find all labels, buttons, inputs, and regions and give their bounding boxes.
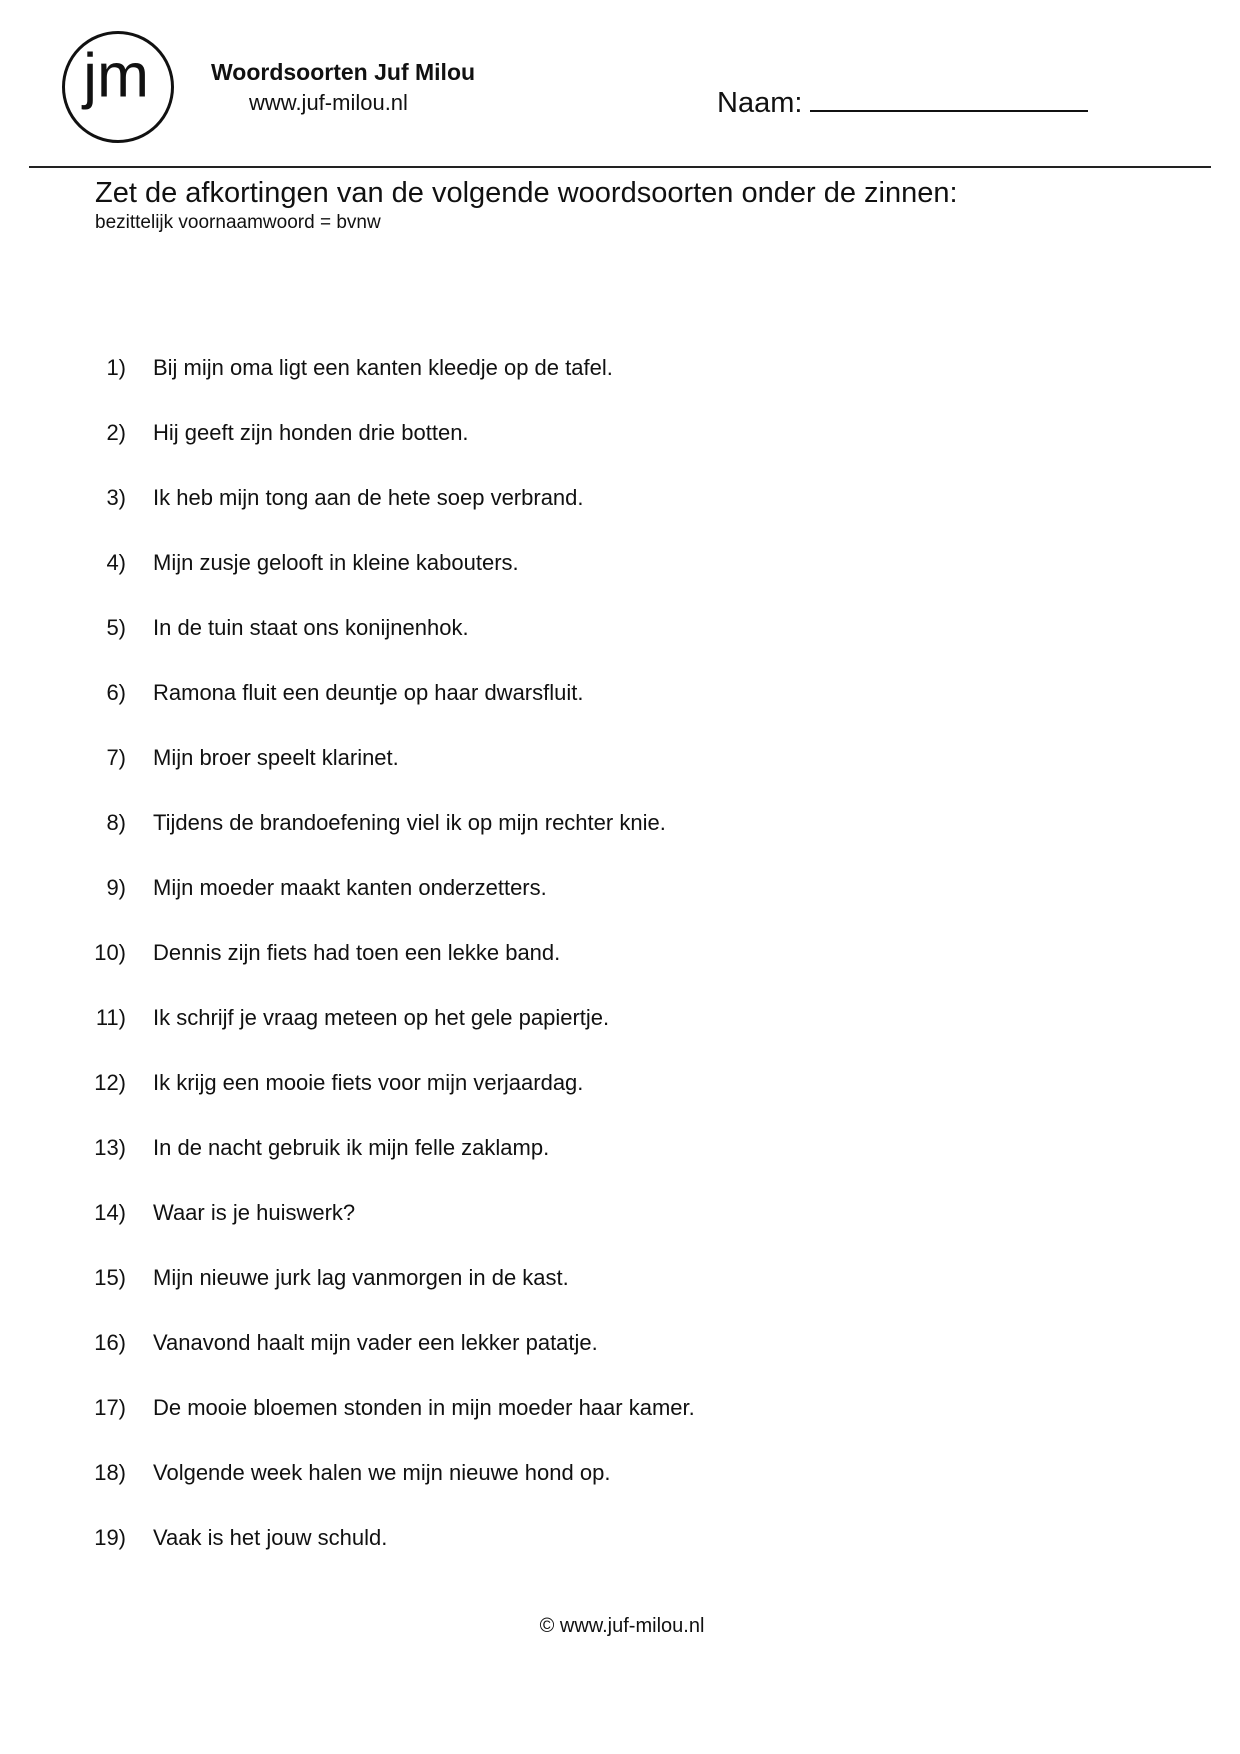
abbreviation-legend: bezittelijk voornaamwoord = bvnw	[95, 212, 381, 233]
sentence-number: 11)	[95, 1005, 126, 1030]
sentence-number: 1)	[106, 355, 126, 380]
sentence-item	[0, 1200, 1240, 1265]
sentence-list	[0, 355, 1240, 1590]
logo	[62, 31, 174, 143]
sentence-item	[0, 810, 1240, 875]
footer-copyright: © www.juf-milou.nl	[539, 1615, 705, 1637]
sentence-text: Waar is je huiswerk?	[153, 1200, 356, 1225]
instruction-text: Zet de afkortingen van de volgende woordsoorten onder de zinnen:	[95, 177, 958, 209]
sentence-item	[0, 1265, 1240, 1330]
sentence-number: 9)	[106, 875, 126, 900]
name-label: Naam:	[717, 87, 803, 119]
sentence-item	[0, 745, 1240, 810]
sentence-number: 3)	[106, 485, 126, 510]
sentence-number: 14)	[94, 1200, 126, 1225]
site-title: Woordsoorten Juf Milou	[211, 59, 476, 85]
sentence-number: 16)	[94, 1330, 126, 1355]
sentence-text: Vanavond haalt mijn vader een lekker patatje.	[153, 1330, 598, 1355]
sentence-item	[0, 355, 1240, 420]
sentence-number: 7)	[106, 745, 126, 770]
sentence-text: Volgende week halen we mijn nieuwe hond op.	[153, 1460, 611, 1485]
sentence-number: 17)	[94, 1395, 126, 1420]
sentence-text: Ik krijg een mooie fiets voor mijn verjaardag.	[153, 1070, 584, 1095]
header-divider	[29, 166, 1211, 168]
name-field[interactable]	[717, 86, 1088, 120]
sentence-item	[0, 615, 1240, 680]
sentence-number: 10)	[94, 940, 126, 965]
sentence-number: 15)	[94, 1265, 126, 1290]
sentence-item	[0, 1330, 1240, 1395]
sentence-item	[0, 1525, 1240, 1590]
sentence-text: Vaak is het jouw schuld.	[153, 1525, 388, 1550]
sentence-number: 2)	[106, 420, 126, 445]
sentence-number: 8)	[106, 810, 126, 835]
sentence-text: In de tuin staat ons konijnenhok.	[153, 615, 469, 640]
sentence-number: 19)	[94, 1525, 126, 1550]
sentence-item	[0, 680, 1240, 745]
sentence-number: 13)	[94, 1135, 126, 1160]
sentence-number: 12)	[94, 1070, 126, 1095]
sentence-item	[0, 1135, 1240, 1200]
sentence-item	[0, 420, 1240, 485]
site-url: www.juf-milou.nl	[249, 90, 408, 115]
sentence-text: Tijdens de brandoefening viel ik op mijn rechter knie.	[153, 810, 666, 835]
sentence-item	[0, 485, 1240, 550]
sentence-text: Mijn moeder maakt kanten onderzetters.	[153, 875, 547, 900]
sentence-number: 4)	[106, 550, 126, 575]
sentence-text: Mijn broer speelt klarinet.	[153, 745, 399, 770]
sentence-item	[0, 550, 1240, 615]
sentence-text: In de nacht gebruik ik mijn felle zaklamp.	[153, 1135, 550, 1160]
sentence-item	[0, 940, 1240, 1005]
sentence-text: Bij mijn oma ligt een kanten kleedje op de tafel.	[153, 355, 613, 380]
sentence-text: Mijn nieuwe jurk lag vanmorgen in de kast.	[153, 1265, 569, 1290]
sentence-number: 5)	[106, 615, 126, 640]
sentence-item	[0, 875, 1240, 940]
sentence-text: De mooie bloemen stonden in mijn moeder haar kamer.	[153, 1395, 695, 1420]
sentence-text: Ik schrijf je vraag meteen op het gele papiertje.	[153, 1005, 610, 1030]
sentence-text: Dennis zijn fiets had toen een lekke band.	[153, 940, 561, 965]
sentence-item	[0, 1395, 1240, 1460]
sentence-item	[0, 1005, 1240, 1070]
sentence-text: Ik heb mijn tong aan de hete soep verbrand.	[153, 485, 584, 510]
sentence-number: 18)	[94, 1460, 126, 1485]
sentence-text: Hij geeft zijn honden drie botten.	[153, 420, 469, 445]
name-blank-line[interactable]	[810, 86, 1088, 112]
sentence-text: Mijn zusje gelooft in kleine kabouters.	[153, 550, 519, 575]
logo-graphic	[65, 34, 171, 140]
sentence-item	[0, 1460, 1240, 1525]
sentence-text: Ramona fluit een deuntje op haar dwarsfluit.	[153, 680, 584, 705]
sentence-number: 6)	[106, 680, 126, 705]
logo-text: jm	[83, 40, 150, 111]
sentence-item	[0, 1070, 1240, 1135]
